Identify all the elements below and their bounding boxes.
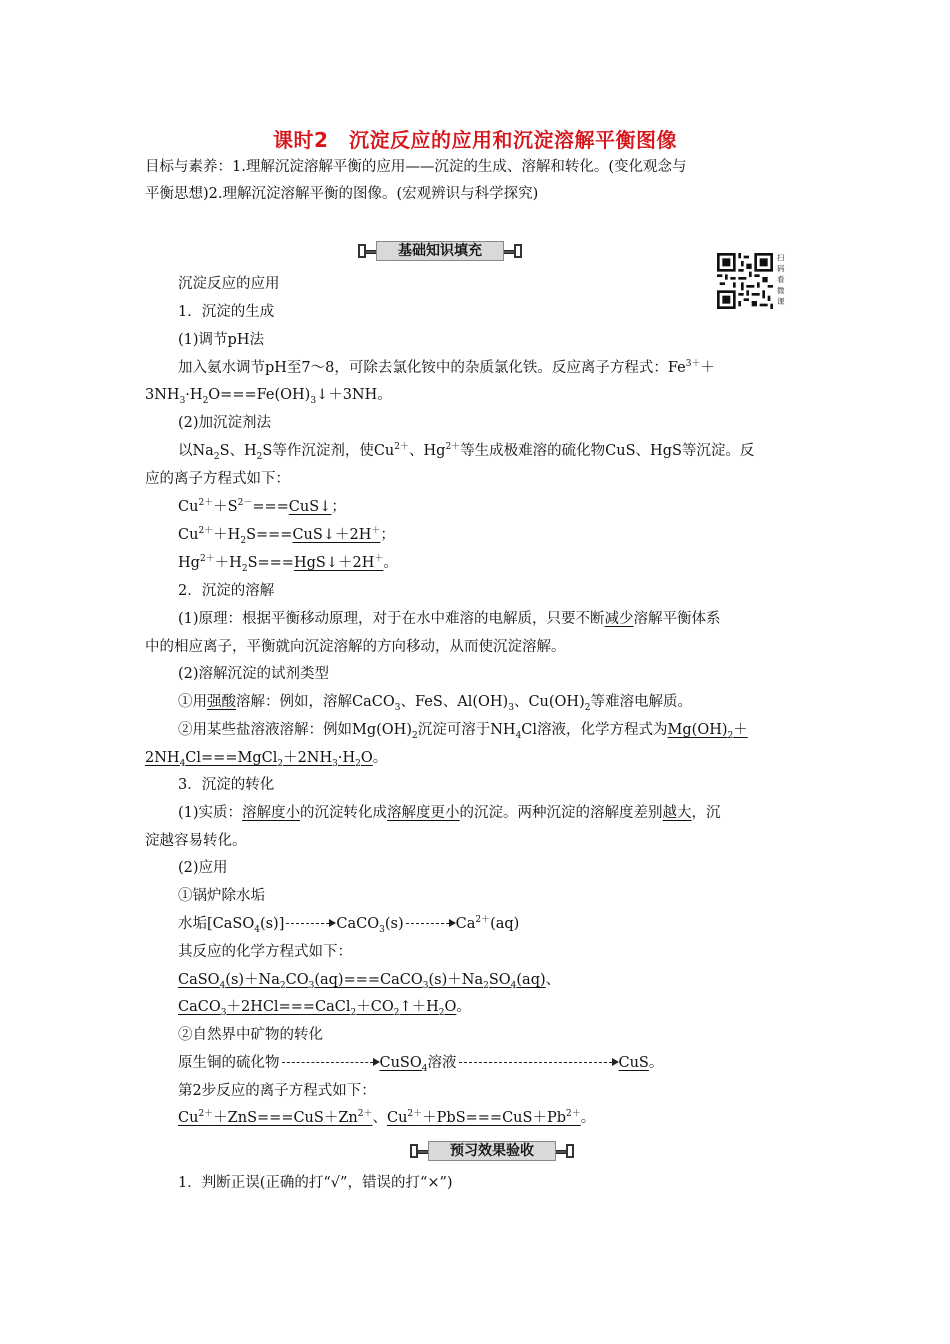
s3-paragraph-1: (1)实质：溶解度小的沉淀转化成溶解度更小的沉淀。两种沉淀的溶解度差别越大，沉: [178, 805, 721, 821]
objectives-line-2: 平衡思想)2.理解沉淀溶解平衡的图像。(宏观辨识与科学探究): [145, 186, 539, 202]
s1-paragraph-3: 以$Na_2S$、$H_2S$等作沉淀剂，使$Cu^{2+}$、$Hg^{2+}$等生成极难溶的硫化物CuS、HgS等沉淀。反: [178, 442, 755, 462]
s3-reaction-scheme: 水垢[CaSO$_4$(s)] CaCO$_3$(s) $Ca^{2+}(aq)$: [178, 915, 520, 935]
qr-caption: 扫码看微课: [777, 253, 785, 306]
s3-equation-1: $CaSO_4(s)+Na_2CO_3(aq)===CaCO_3(s)+Na_2SO_4(aq)$、: [178, 972, 561, 991]
arrow-icon: [406, 923, 454, 926]
s3-case-1: ①锅炉除水垢: [178, 888, 265, 904]
s3-step-2-intro: 第2步反应的离子方程式如下：: [178, 1083, 376, 1099]
s2-case-1: ①用强酸溶解：例如，溶解CaCO$_3$、FeS、$Al(OH)_3$、$Cu(OH)_2$等难溶电解质。: [178, 694, 692, 713]
section-banner-basics: [358, 241, 522, 261]
s3-method-2: (2)应用: [178, 860, 228, 876]
s2-case-2: ②用某些盐溶液溶解：例如$Mg(OH)_2$沉淀可溶于$NH_4Cl$溶液，化学方程式为$Mg(OH)_2+$: [178, 722, 748, 741]
s1-method-2: (2)加沉淀剂法: [178, 415, 272, 431]
s2-case-2-cont: $2NH_4Cl===MgCl_2+2NH_3\cdot H_2O$。: [145, 750, 388, 769]
s3-case-2: ②自然界中矿物的转化: [178, 1027, 323, 1043]
s3-paragraph-2: 淀越容易转化。: [145, 833, 247, 849]
question-1: 1．判断正误(正确的打“√”，错误的打“×”): [178, 1175, 453, 1191]
s1-equation-3: $Hg^{2+}+H_2S===HgS↓+2H^+$。: [178, 554, 398, 574]
s1-method-1: (1)调节pH法: [178, 332, 264, 348]
s3-mineral-scheme: 原生铜的硫化物 CuSO$_4$溶液 CuS。: [178, 1055, 664, 1074]
s3-reaction-intro: 其反应的化学方程式如下：: [178, 944, 352, 960]
objectives-line-1: 目标与素养：1.理解沉淀溶解平衡的应用——沉淀的生成、溶解和转化。(变化观念与: [145, 159, 687, 175]
section-banner-preview: [410, 1141, 574, 1161]
lesson-title: 课时2 沉淀反应的应用和沉淀溶解平衡图像: [273, 128, 677, 152]
s2-heading: 2．沉淀的溶解: [178, 583, 275, 599]
s3-heading: 3．沉淀的转化: [178, 777, 275, 793]
banner-label: 预习效果验收: [428, 1141, 556, 1161]
s2-paragraph-1: (1)原理：根据平衡移动原理，对于在水中难溶的电解质，只要不断减少溶解平衡体系: [178, 611, 721, 627]
s1-equation-1: $Cu^{2+}+S^{2-}===CuS↓$；: [178, 498, 346, 515]
s1-paragraph-1: 加入氨水调节pH至7～8，可除去氯化铵中的杂质氯化铁。反应离子方程式：$Fe^{3+}+$: [178, 359, 715, 376]
s1-paragraph-2: $3NH_3\cdot H_2O===Fe(OH)_3↓+3NH$。: [145, 387, 392, 406]
s1-paragraph-4: 应的离子方程式如下：: [145, 471, 290, 487]
arrow-icon: [459, 1062, 617, 1065]
s3-ionic-equations: $Cu^{2+}+ZnS===CuS+Zn^{2+}$、$Cu^{2+}+PbS===CuS+Pb^{2+}$。: [178, 1109, 596, 1126]
s2-method-2: (2)溶解沉淀的试剂类型: [178, 666, 330, 682]
s2-paragraph-2: 中的相应离子，平衡就向沉淀溶解的方向移动，从而使沉淀溶解。: [145, 639, 566, 655]
banner-label: 基础知识填充: [376, 241, 504, 261]
s1-heading: 1．沉淀的生成: [178, 304, 275, 320]
qr-code-icon[interactable]: [717, 253, 773, 309]
s3-equation-2: $CaCO_3+2HCl===CaCl_2+CO_2↑+H_2O$。: [178, 999, 471, 1018]
s1-equation-2: $Cu^{2+}+H_2S===CuS↓+2H^+$；: [178, 526, 395, 546]
arrow-icon: [286, 923, 334, 926]
section-heading: 沉淀反应的应用: [178, 276, 280, 292]
arrow-icon: [282, 1062, 378, 1065]
